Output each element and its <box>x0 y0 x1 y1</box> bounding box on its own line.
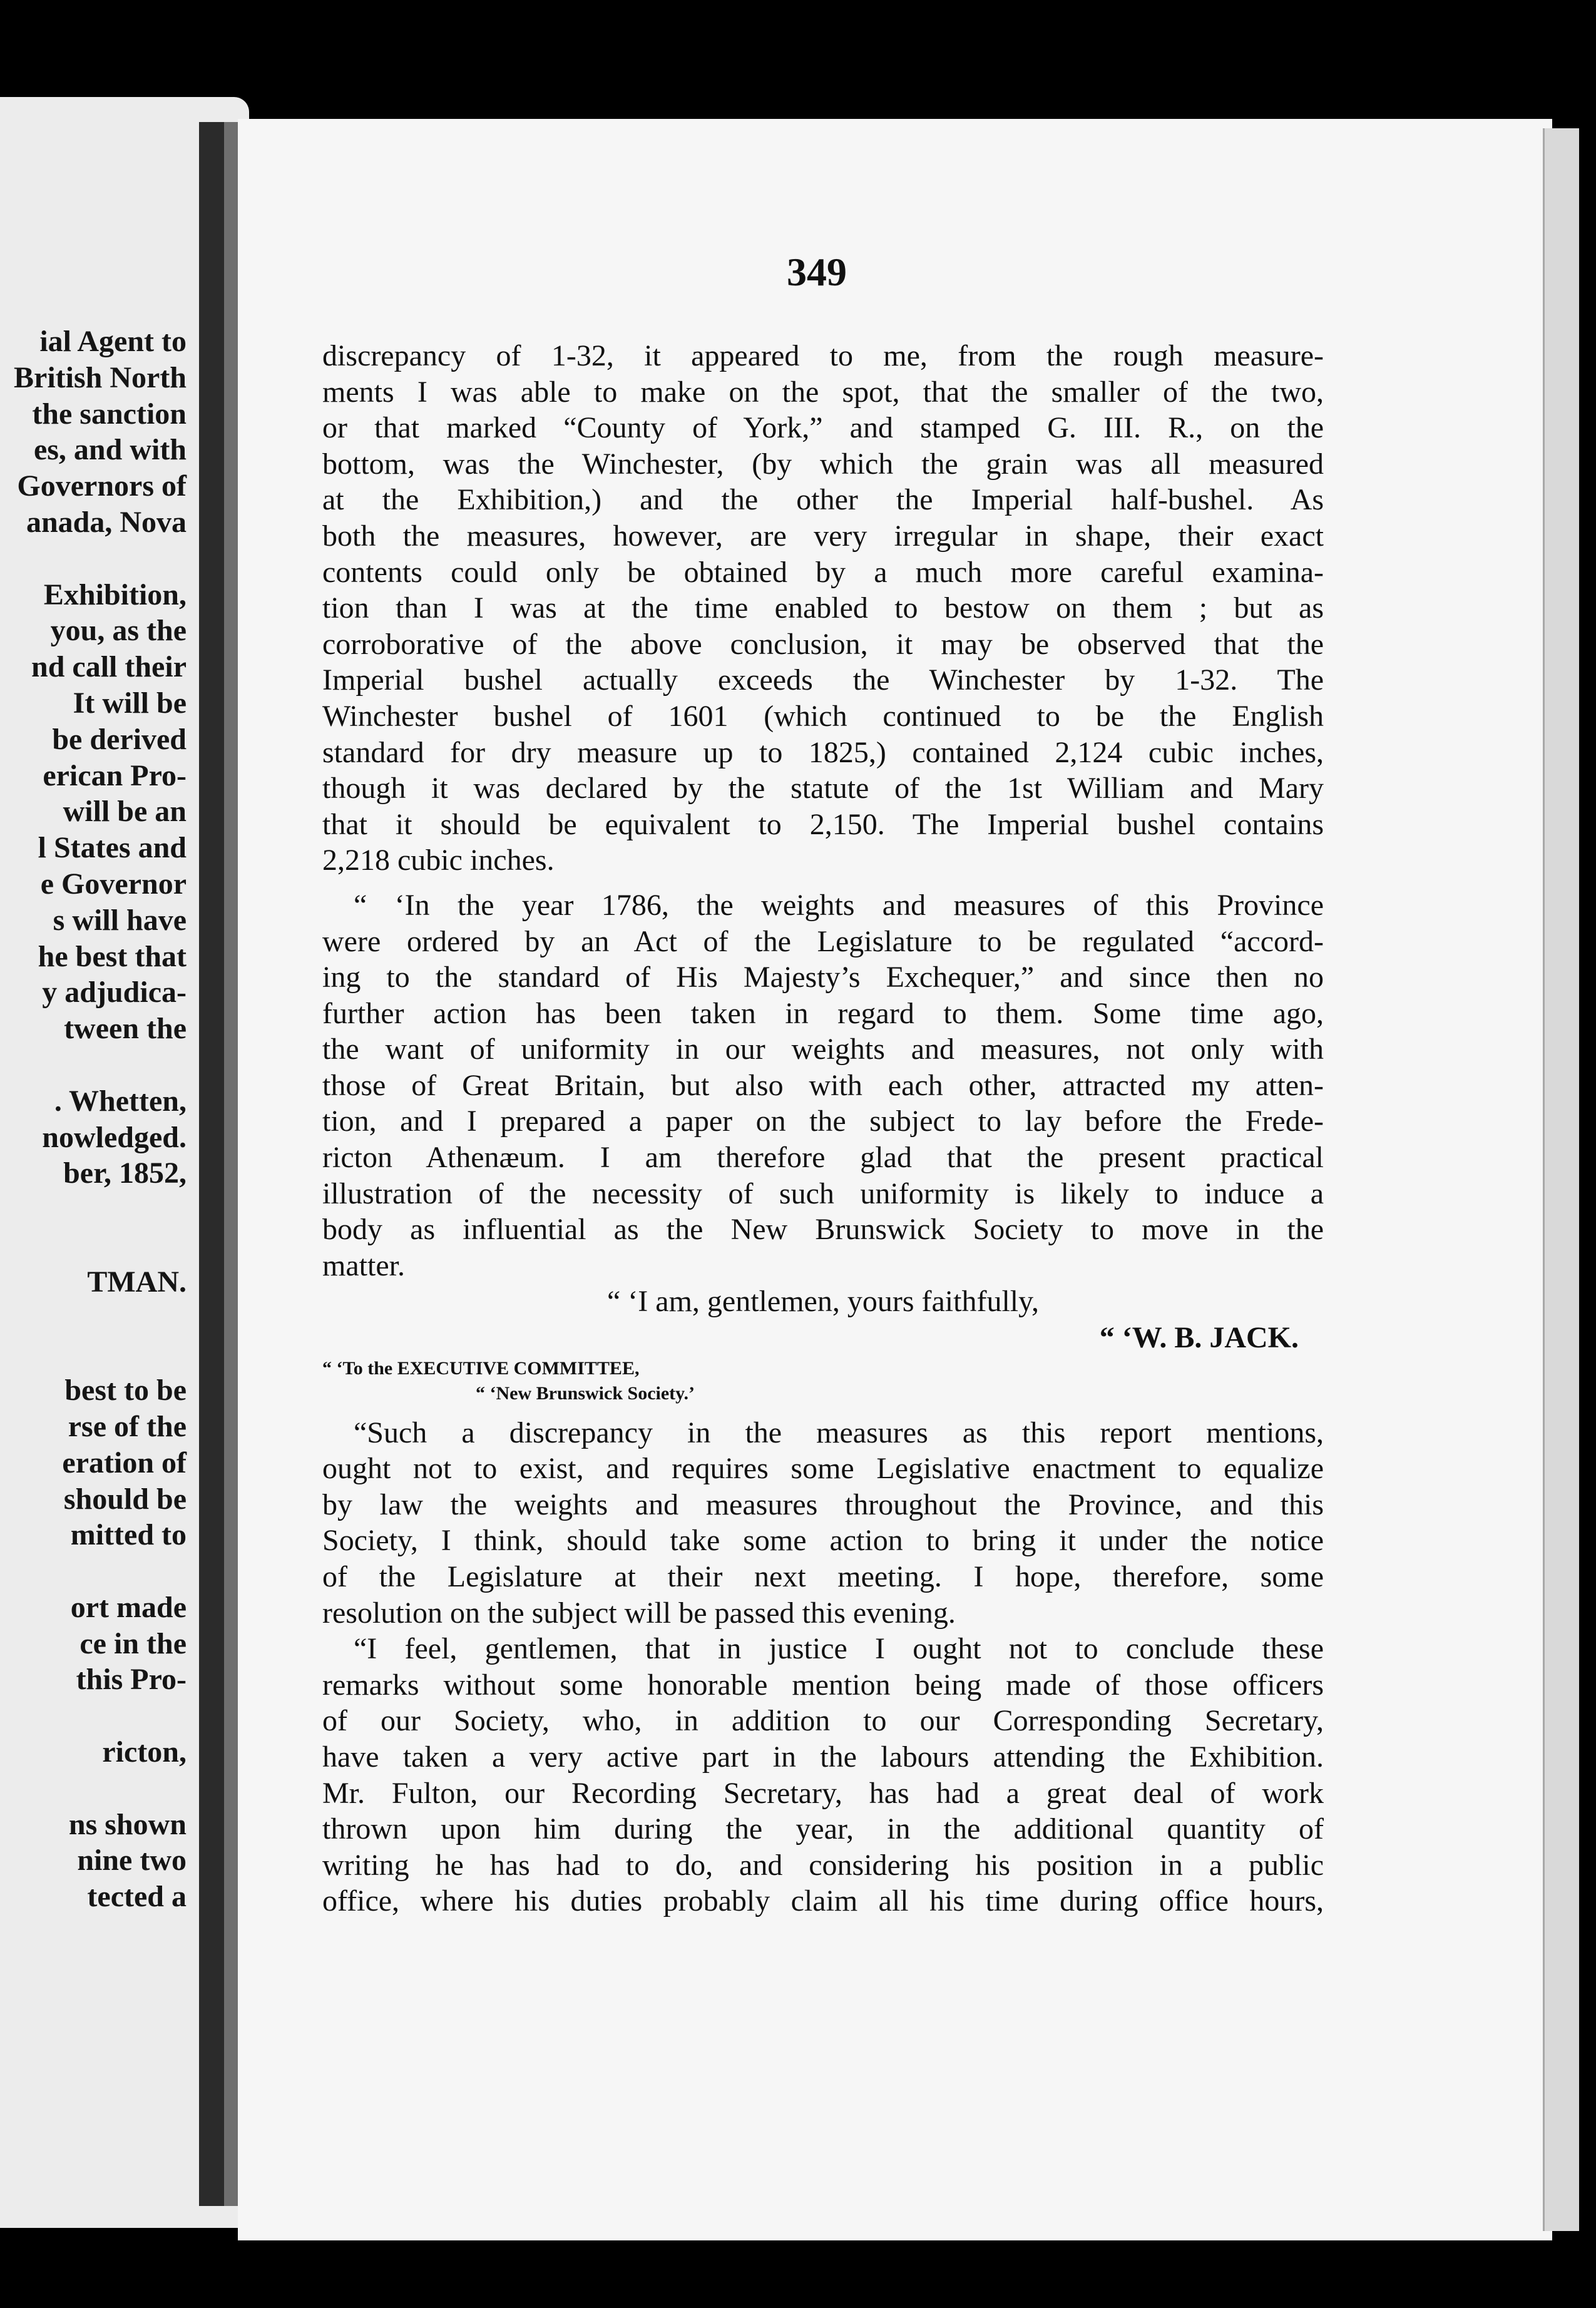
text-line: were ordered by an Act of the Legislature to be regulated “accord- <box>322 924 1324 958</box>
left-line <box>0 1770 187 1807</box>
text-line: writing he has had to do, and considering his position in a public <box>322 1848 1324 1882</box>
text-line: standard for dry measure up to 1825,) contained 2,124 cubic inches, <box>322 735 1324 769</box>
text-line: “ ‘In the year 1786, the weights and measures of this Province <box>354 888 1324 922</box>
quoted-letter-paragraph <box>322 887 1324 1284</box>
left-line: y adjudica- <box>42 976 187 1009</box>
text-line: though it was declared by the statute of the 1st William and Mary <box>322 772 1324 805</box>
left-line: best to be <box>64 1374 187 1407</box>
body-text <box>322 338 1324 1919</box>
left-line <box>0 1300 187 1337</box>
left-line: It will be <box>73 686 187 720</box>
left-line <box>0 1228 187 1264</box>
left-line: ce in the <box>79 1626 187 1660</box>
left-line: . Whetten, <box>54 1084 187 1118</box>
text-line: tion, and I prepared a paper on the subject to lay before the Frede- <box>322 1105 1324 1138</box>
left-line: you, as the <box>50 614 187 648</box>
text-line: at the Exhibition,) and the other the Imperial half-bushel. As <box>322 483 1324 517</box>
text-line: Winchester bushel of 1601 (which continued to be the English <box>322 699 1324 733</box>
left-line: erican Pro- <box>43 758 187 792</box>
text-line: or that marked “County of York,” and stamped G. III. R., on the <box>322 411 1324 445</box>
text-line: thrown upon him during the year, in the additional quantity of <box>322 1812 1324 1846</box>
text-line: resolution on the subject will be passed this evening. <box>322 1596 956 1630</box>
text-line: that it should be equivalent to 2,150. The Imperial bushel contains <box>322 807 1324 841</box>
text-line: ought not to exist, and requires some Legislative enactment to equalize <box>322 1452 1324 1486</box>
left-line: British North <box>14 360 187 394</box>
left-line: l States and <box>38 831 187 865</box>
left-line: rse of the <box>68 1409 187 1443</box>
text-line: further action has been taken in regard to them. Some time ago, <box>322 996 1324 1030</box>
text-line: Imperial bushel actually exceeds the Winchester by 1-32. The <box>322 663 1324 697</box>
left-line: ricton, <box>102 1735 187 1769</box>
left-line: Exhibition, <box>43 578 187 611</box>
text-line: body as influential as the New Brunswick Society to move in the <box>322 1213 1324 1247</box>
left-line: mitted to <box>70 1518 187 1552</box>
left-page-text <box>0 324 187 1915</box>
text-line: Society, I think, should take some action to bring it under the notice <box>322 1524 1324 1558</box>
left-line <box>0 1553 187 1590</box>
left-line: should be <box>63 1482 187 1516</box>
text-line: office, where his duties probably claim all his time during office hours, <box>322 1884 1324 1918</box>
text-line: of the Legislature at their next meeting. I hope, therefore, some <box>322 1560 1324 1593</box>
text-line: corroborative of the above conclusion, it may be observed that the <box>322 627 1324 661</box>
text-line: matter. <box>322 1248 405 1282</box>
left-line: Governors of <box>17 469 187 503</box>
left-line: ort made <box>70 1590 187 1624</box>
letter-signature: “ ‘W. B. JACK. <box>1099 1321 1299 1355</box>
text-line: ricton Athenæum. I am therefore glad that the present practical <box>322 1141 1324 1175</box>
text-line: bottom, was the Winchester, (by which the grain was all measured <box>322 447 1324 481</box>
text-line: ments I was able to make on the spot, that the smaller of the two, <box>322 375 1324 409</box>
text-line: have taken a very active part in the labours attending the Exhibition. <box>322 1740 1324 1774</box>
left-line: he best that <box>38 939 187 973</box>
left-line <box>0 1047 187 1083</box>
book-gutter-shadow <box>224 122 238 2206</box>
text-line: both the measures, however, are very irregular in shape, their exact <box>322 519 1324 553</box>
text-line: the want of uniformity in our weights and measures, not only with <box>322 1033 1324 1066</box>
left-line: nowledged. <box>42 1120 187 1154</box>
text-line: tion than I was at the time enabled to bestow on them ; but as <box>322 591 1324 625</box>
book-gutter <box>199 122 224 2206</box>
page-number: 349 <box>787 250 847 294</box>
left-line <box>0 1336 187 1372</box>
paragraph-gap <box>322 1406 1324 1415</box>
left-line: ber, 1852, <box>63 1157 187 1190</box>
left-line: eration of <box>62 1446 187 1479</box>
left-line: nine two <box>77 1844 187 1877</box>
text-line: of our Society, who, in addition to our Corresponding Secretary, <box>322 1704 1324 1738</box>
left-line: be derived <box>52 722 187 756</box>
left-line <box>0 541 187 577</box>
left-line: this Pro- <box>76 1663 187 1697</box>
text-line: “Such a discrepancy in the measures as this report mentions, <box>354 1416 1324 1449</box>
text-line: 2,218 cubic inches. <box>322 844 555 877</box>
text-line: discrepancy of 1-32, it appeared to me, from the rough measure- <box>322 339 1324 372</box>
left-line: ial Agent to <box>39 325 187 358</box>
text-line: illustration of the necessity of such uniformity is likely to induce a <box>322 1177 1324 1210</box>
left-line <box>0 1698 187 1734</box>
left-line: ns shown <box>68 1807 187 1841</box>
left-line: e Governor <box>40 867 187 901</box>
paragraph-gap <box>322 879 1324 887</box>
left-line: s will have <box>53 903 187 937</box>
left-line: the sanction <box>32 397 187 431</box>
left-line <box>0 1192 187 1228</box>
letter-addressee: “ ‘New Brunswick Society.’ <box>476 1382 695 1404</box>
paragraph <box>322 338 1324 879</box>
left-line: will be an <box>63 795 187 829</box>
page-edge <box>1543 128 1579 2231</box>
left-line: nd call their <box>31 650 187 684</box>
text-line: those of Great Britain, but also with each other, attracted my atten- <box>322 1068 1324 1102</box>
left-line: anada, Nova <box>26 505 187 539</box>
text-line: remarks without some honorable mention being made of those officers <box>322 1668 1324 1702</box>
left-line: tween the <box>64 1012 187 1046</box>
left-line: tected a <box>87 1880 187 1914</box>
text-line: contents could only be obtained by a much more careful examina- <box>322 555 1324 589</box>
letter-addressee: “ ‘To the EXECUTIVE COMMITTEE, <box>322 1357 640 1379</box>
left-line: es, and with <box>33 433 187 467</box>
paragraph <box>322 1631 1324 1919</box>
text-line: by law the weights and measures throughout the Province, and this <box>322 1488 1324 1521</box>
text-line: ing to the standard of His Majesty’s Exchequer,” and since then no <box>322 961 1324 994</box>
paragraph <box>322 1415 1324 1631</box>
text-line: “I feel, gentlemen, that in justice I ought not to conclude these <box>354 1632 1324 1666</box>
letter-closing: “ ‘I am, gentlemen, yours faithfully, <box>607 1285 1039 1319</box>
text-line: Mr. Fulton, our Recording Secretary, has had a great deal of work <box>322 1776 1324 1810</box>
left-line: TMAN. <box>87 1265 187 1299</box>
